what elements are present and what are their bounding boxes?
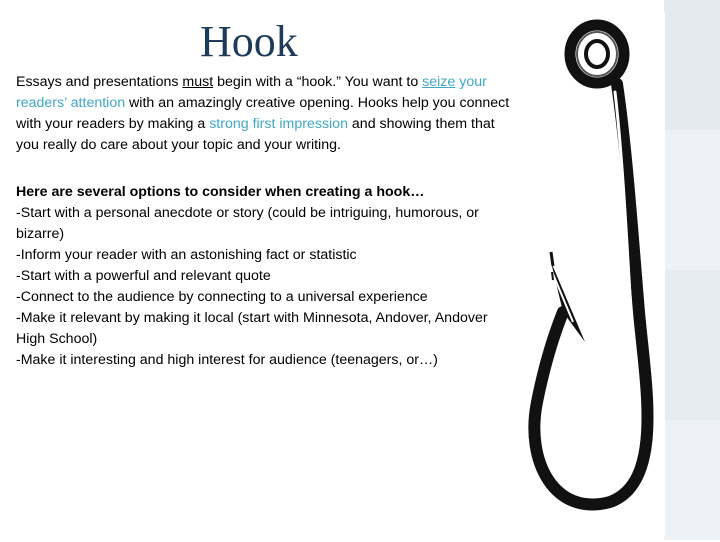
intro-paragraph: [16, 72, 516, 156]
must-emphasis: must: [182, 74, 214, 90]
decorative-side-band: [664, 0, 720, 540]
option-item: -Start with a personal anecdote or story (could be intriguing, humorous, or bizarre): [16, 205, 479, 242]
option-item: -Inform your reader with an astonishing fact or statistic: [16, 247, 357, 263]
slide-title: Hook: [200, 17, 298, 66]
seize-link[interactable]: seize: [422, 74, 456, 90]
option-item: -Connect to the audience by connecting to a universal experience: [16, 289, 428, 305]
intro-text-4: with an amazingly creative opening. Hooks help you connect with your readers by making a: [16, 95, 510, 132]
band-segment: [664, 270, 720, 420]
band-segment: [664, 420, 720, 540]
options-heading: Here are several options to consider when creating a hook…: [16, 184, 425, 200]
option-item: -Start with a powerful and relevant quote: [16, 268, 271, 284]
readers-attention-highlight: your readers’ attention: [16, 74, 487, 111]
band-segment: [664, 130, 720, 270]
intro-text-5: and showing them that you really do care about your topic and your writing.: [16, 116, 495, 153]
band-segment: [664, 0, 720, 130]
intro-text-2: begin with a “hook.” You want to: [213, 74, 423, 90]
option-item: -Make it relevant by making it local (start with Minnesota, Andover, Andover High School): [16, 310, 488, 347]
fish-hook-icon: [515, 12, 665, 537]
intro-text-1: Essays and presentations: [16, 74, 183, 90]
fish-hook-illustration: [515, 12, 665, 537]
hook-options-list: [16, 182, 516, 371]
option-item: -Make it interesting and high interest for audience (teenagers, or…): [16, 352, 438, 368]
strong-first-impression-highlight: strong first impression: [209, 116, 348, 132]
